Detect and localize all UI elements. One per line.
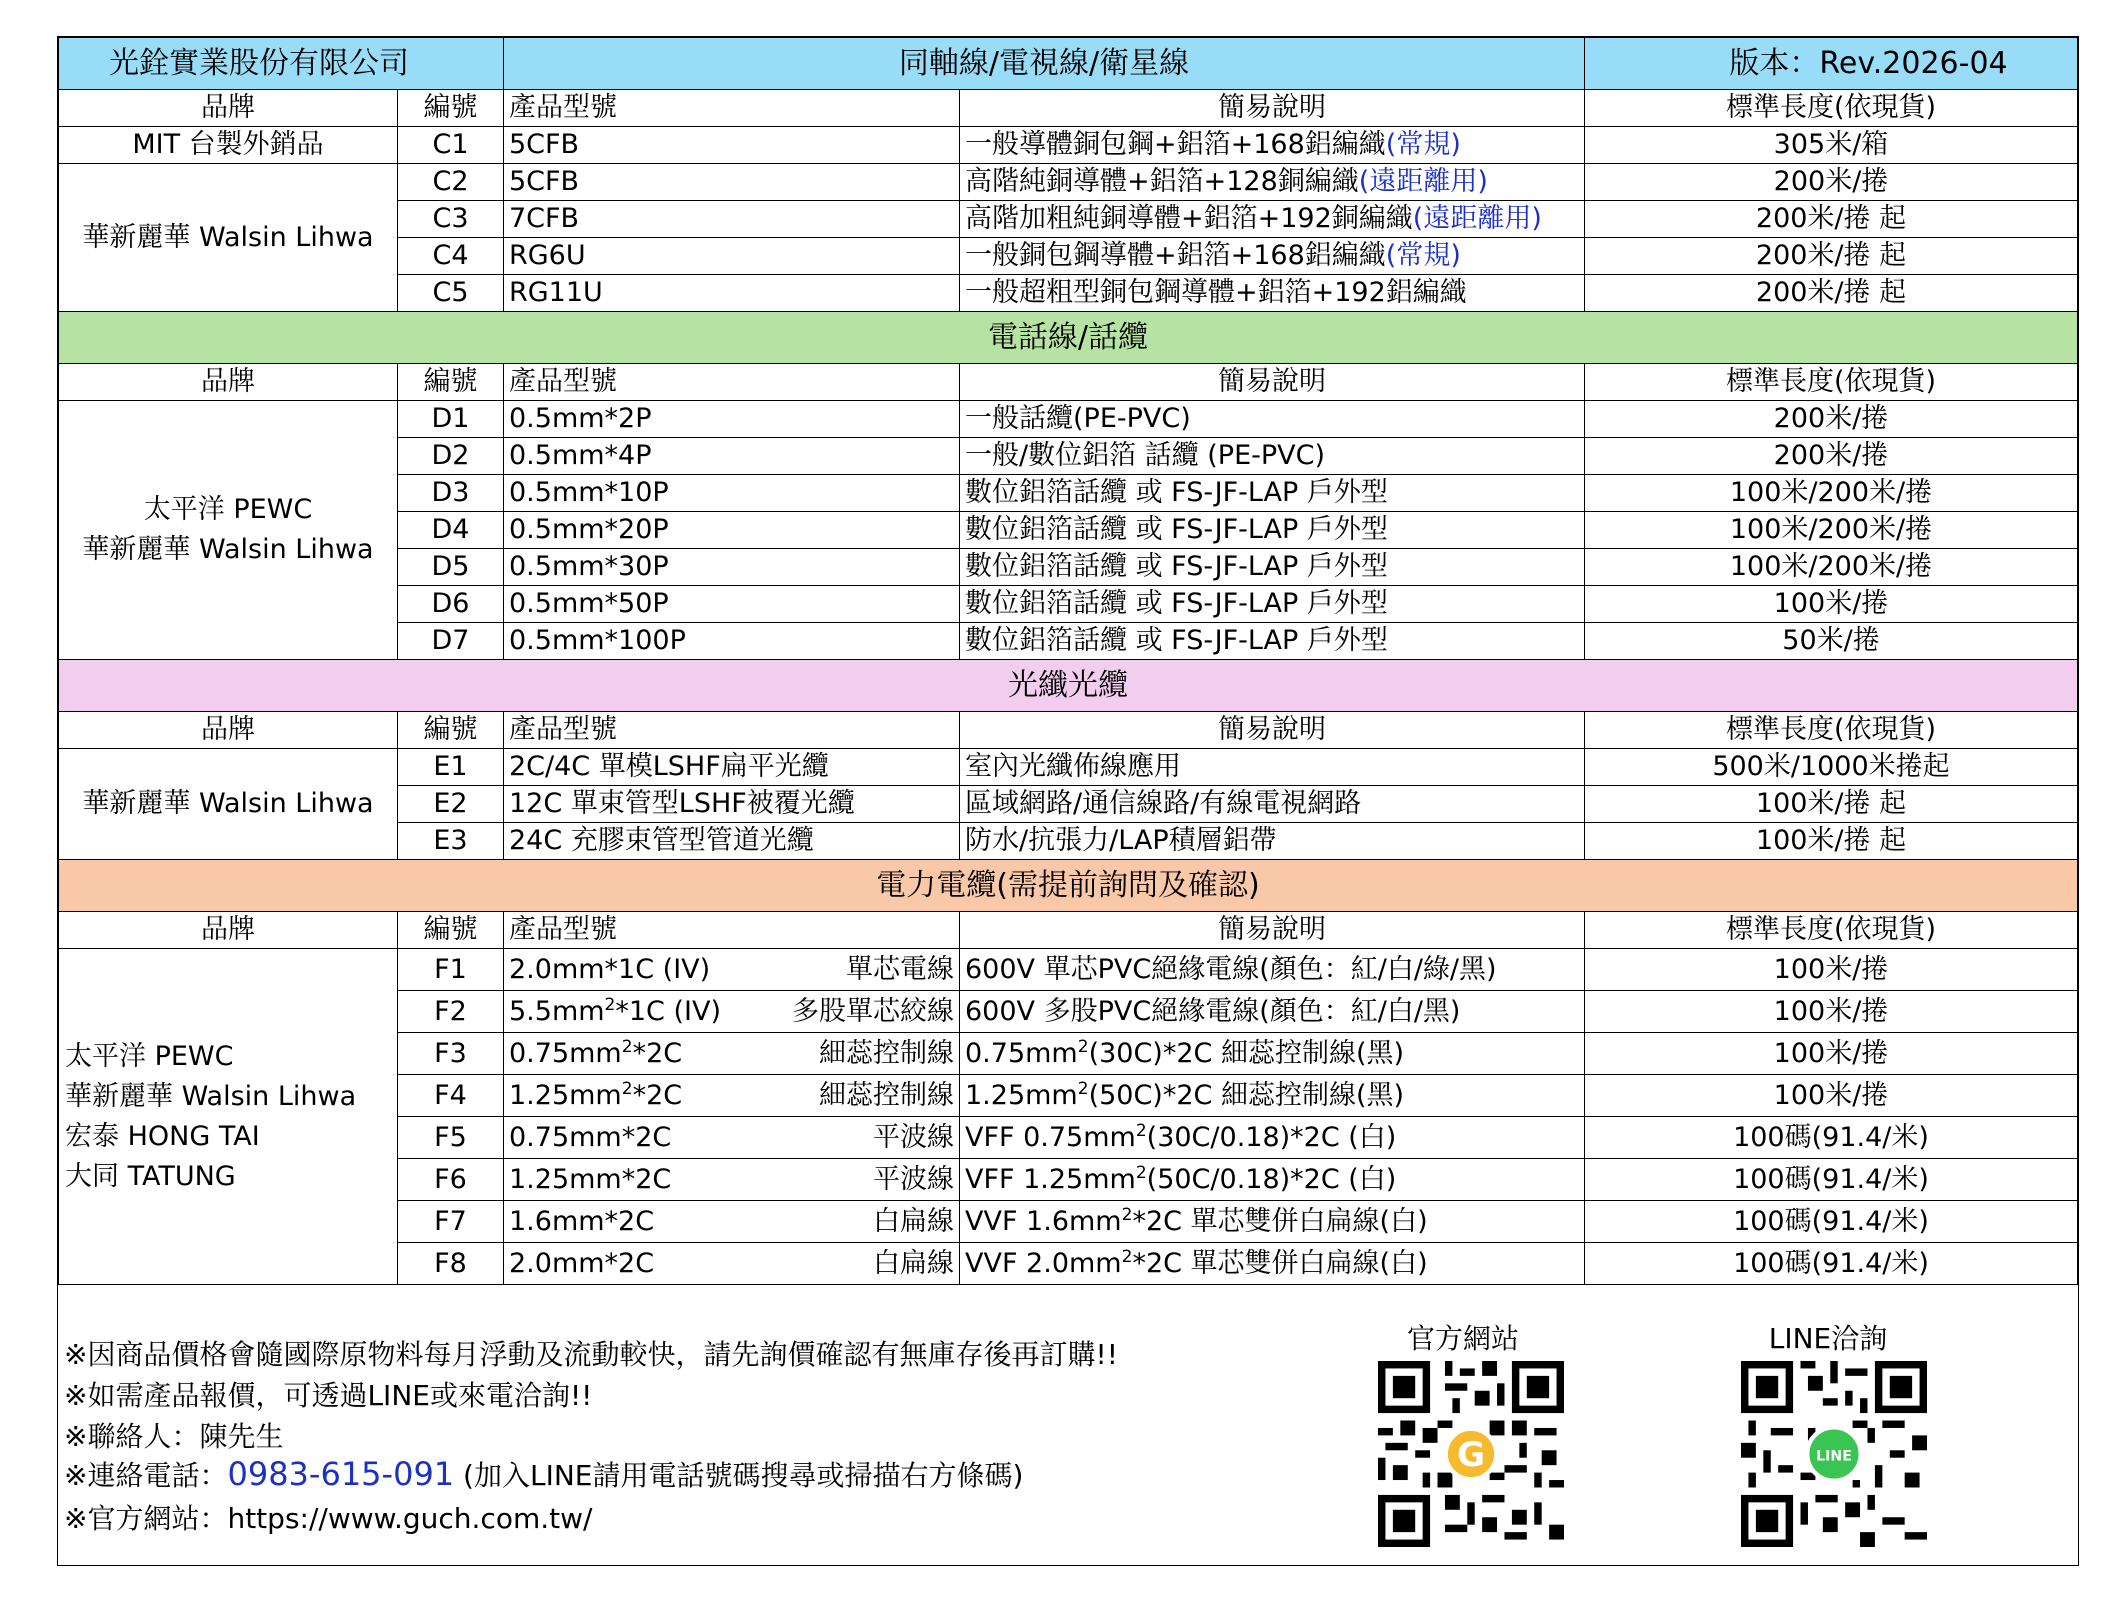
length-cell: 100米/200米/捲 xyxy=(1585,549,2078,586)
model-cell: 7CFB xyxy=(504,201,960,238)
footer xyxy=(58,1313,2077,1565)
desc-text: 高階加粗純銅導體+鋁箔+192銅編織 xyxy=(965,203,1413,235)
note-contact: ※聯絡人：陳先生 xyxy=(64,1420,284,1453)
code-cell: F5 xyxy=(398,1117,504,1159)
length-cell: 100米/捲 xyxy=(1585,1033,2078,1075)
brand-line: 宏泰 HONG TAI xyxy=(65,1120,260,1152)
column-header-row xyxy=(59,364,2078,401)
length-cell: 100米/捲 起 xyxy=(1585,786,2078,823)
column-header-row xyxy=(59,90,2078,127)
brand-cell xyxy=(59,401,398,660)
svg-text:G: G xyxy=(1456,1434,1486,1475)
model-text: $0.75mm^2*2C$ xyxy=(509,1036,683,1069)
model-cell xyxy=(504,1159,960,1201)
qr-code-website-icon[interactable] xyxy=(1378,1361,1564,1547)
desc-cell: 數位鋁箔話纜 或 FS-JF-LAP 戶外型 xyxy=(960,549,1585,586)
desc-cell xyxy=(960,949,1585,991)
section-title: 光纖光纜 xyxy=(59,660,2078,712)
col-code: 編號 xyxy=(398,90,504,127)
col-desc: 簡易說明 xyxy=(960,364,1585,401)
desc-cell xyxy=(960,164,1585,201)
desc-text: VFF $0.75mm^2(30C/0.18)*2C$ (白) xyxy=(965,1120,1397,1153)
model-text: 2.0mm*2C xyxy=(509,1247,655,1279)
superscript: 2 xyxy=(1121,1246,1133,1267)
version-label: 版本：Rev.2026-04 xyxy=(1585,38,2078,90)
length-cell: 200米/捲 xyxy=(1585,164,2078,201)
qr-code-line-icon[interactable] xyxy=(1741,1361,1927,1547)
desc-cell: 一般/數位鋁箔 話纜 (PE-PVC) xyxy=(960,438,1585,475)
section-title: 電話線/話纜 xyxy=(59,312,2078,364)
model-cell: RG6U xyxy=(504,238,960,275)
length-cell: 100米/捲 xyxy=(1585,586,2078,623)
col-code: 編號 xyxy=(398,712,504,749)
desc-cell: 數位鋁箔話纜 或 FS-JF-LAP 戶外型 xyxy=(960,512,1585,549)
usage-tag: (遠距離用) xyxy=(1358,166,1488,198)
phone-number[interactable]: 0983-615-091 xyxy=(227,1455,455,1493)
desc-text: 600V 多股PVC絕緣電線(顏色：紅/白/黑) xyxy=(965,995,1461,1027)
svg-text:LINE: LINE xyxy=(1816,1448,1852,1465)
col-model: 產品型號 xyxy=(504,90,960,127)
cable-type: 平波線 xyxy=(873,1121,954,1153)
table-row xyxy=(59,127,2078,164)
length-cell: 100米/捲 xyxy=(1585,991,2078,1033)
length-cell: 100米/捲 起 xyxy=(1585,823,2078,860)
superscript: 2 xyxy=(621,1078,633,1099)
usage-tag: (常規) xyxy=(1385,240,1461,272)
length-cell: 100碼(91.4/米) xyxy=(1585,1117,2078,1159)
desc-cell: 數位鋁箔話纜 或 FS-JF-LAP 戶外型 xyxy=(960,623,1585,660)
table-row xyxy=(59,749,2078,786)
brand-cell: MIT 台製外銷品 xyxy=(59,127,398,164)
model-cell xyxy=(504,1201,960,1243)
brand-line: 太平洋 PEWC xyxy=(65,1040,234,1072)
brand-cell: 華新麗華 Walsin Lihwa xyxy=(59,164,398,312)
model-cell: 0.5mm*2P xyxy=(504,401,960,438)
length-cell: 200米/捲 起 xyxy=(1585,275,2078,312)
brand-line: 華新麗華 Walsin Lihwa xyxy=(65,1080,357,1112)
desc-cell: 區域網路/通信線路/有線電視網路 xyxy=(960,786,1585,823)
desc-cell xyxy=(960,201,1585,238)
model-cell: 0.5mm*20P xyxy=(504,512,960,549)
brand-line: 太平洋 PEWC xyxy=(143,494,313,525)
company-name: 光銓實業股份有限公司 xyxy=(59,38,504,90)
model-text: 2.0mm*1C (IV) xyxy=(509,953,711,985)
code-cell: E3 xyxy=(398,823,504,860)
desc-text: VVF $1.6mm^2*2C$ 單芯雙併白扁線(白) xyxy=(965,1204,1428,1237)
code-cell: E2 xyxy=(398,786,504,823)
col-brand: 品牌 xyxy=(59,912,398,949)
superscript: 2 xyxy=(604,994,616,1015)
code-cell: F3 xyxy=(398,1033,504,1075)
length-cell: 100碼(91.4/米) xyxy=(1585,1159,2078,1201)
col-desc: 簡易說明 xyxy=(960,90,1585,127)
cable-type: 多股單芯絞線 xyxy=(792,995,954,1027)
qr-line-label: LINE洽詢 xyxy=(1768,1322,1888,1355)
note-phone: ※連絡電話：0983-615-091 (加入LINE請用電話號碼搜尋或掃描右方條碼) xyxy=(64,1455,1024,1493)
col-length: 標準長度(依現貨) xyxy=(1585,364,2078,401)
superscript: 2 xyxy=(1121,1204,1133,1225)
model-cell: 0.5mm*4P xyxy=(504,438,960,475)
code-cell: D2 xyxy=(398,438,504,475)
model-cell: RG11U xyxy=(504,275,960,312)
section-header-phone xyxy=(59,312,2078,364)
length-cell: 200米/捲 起 xyxy=(1585,201,2078,238)
code-cell: D5 xyxy=(398,549,504,586)
desc-text: 600V 單芯PVC絕緣電線(顏色：紅/白/綠/黑) xyxy=(965,953,1497,985)
desc-text: 高階純銅導體+鋁箔+128銅編織 xyxy=(965,166,1359,198)
desc-cell: 數位鋁箔話纜 或 FS-JF-LAP 戶外型 xyxy=(960,475,1585,512)
model-cell: 12C 單束管型LSHF被覆光纜 xyxy=(504,786,960,823)
code-cell: D7 xyxy=(398,623,504,660)
code-cell: D3 xyxy=(398,475,504,512)
col-model: 產品型號 xyxy=(504,712,960,749)
category-title: 同軸線/電視線/衛星線 xyxy=(504,38,1585,90)
desc-cell xyxy=(960,1201,1585,1243)
desc-text: 一般超粗型銅包鋼導體+鋁箔+192鋁編織 xyxy=(965,277,1467,309)
model-text: 1.25mm*2C xyxy=(509,1163,672,1195)
superscript: 2 xyxy=(1077,1078,1089,1099)
col-code: 編號 xyxy=(398,912,504,949)
column-header-row xyxy=(59,712,2078,749)
model-cell: 5CFB xyxy=(504,127,960,164)
desc-text: $1.25mm^2(50C)*2C$ 細蕊控制線(黑) xyxy=(965,1078,1405,1111)
model-text: 1.6mm*2C xyxy=(509,1205,655,1237)
code-cell: F8 xyxy=(398,1243,504,1285)
cable-type: 細蕊控制線 xyxy=(819,1037,954,1069)
code-cell: F2 xyxy=(398,991,504,1033)
price-table xyxy=(58,37,2078,1285)
desc-cell xyxy=(960,1075,1585,1117)
cable-type: 單芯電線 xyxy=(846,953,954,985)
model-cell: 5CFB xyxy=(504,164,960,201)
length-cell: 100碼(91.4/米) xyxy=(1585,1201,2078,1243)
length-cell: 200米/捲 xyxy=(1585,438,2078,475)
code-cell: E1 xyxy=(398,749,504,786)
cable-type: 平波線 xyxy=(873,1163,954,1195)
code-cell: F1 xyxy=(398,949,504,991)
model-cell: 0.5mm*30P xyxy=(504,549,960,586)
brand-line: 大同 TATUNG xyxy=(65,1160,236,1192)
model-cell xyxy=(504,1075,960,1117)
desc-cell: 一般話纜(PE-PVC) xyxy=(960,401,1585,438)
code-cell: F4 xyxy=(398,1075,504,1117)
code-cell: F7 xyxy=(398,1201,504,1243)
code-cell: D6 xyxy=(398,586,504,623)
length-cell: 100米/200米/捲 xyxy=(1585,475,2078,512)
col-length: 標準長度(依現貨) xyxy=(1585,712,2078,749)
length-cell: 200米/捲 起 xyxy=(1585,238,2078,275)
cable-type: 細蕊控制線 xyxy=(819,1079,954,1111)
col-brand: 品牌 xyxy=(59,712,398,749)
model-cell xyxy=(504,949,960,991)
note-price: ※因商品價格會隨國際原物料每月浮動及流動較快，請先詢價確認有無庫存後再訂購!! xyxy=(64,1338,1118,1371)
superscript: 2 xyxy=(1077,1036,1089,1057)
length-cell: 305米/箱 xyxy=(1585,127,2078,164)
note-quote: ※如需產品報價，可透過LINE或來電洽詢!! xyxy=(64,1379,593,1412)
model-text: 0.75mm*2C xyxy=(509,1121,672,1153)
desc-cell: 數位鋁箔話纜 或 FS-JF-LAP 戶外型 xyxy=(960,586,1585,623)
length-cell: 100米/捲 xyxy=(1585,1075,2078,1117)
desc-cell xyxy=(960,991,1585,1033)
model-cell: 0.5mm*50P xyxy=(504,586,960,623)
length-cell: 100米/捲 xyxy=(1585,949,2078,991)
model-cell: 0.5mm*100P xyxy=(504,623,960,660)
code-cell: C3 xyxy=(398,201,504,238)
code-cell: F6 xyxy=(398,1159,504,1201)
superscript: 2 xyxy=(1135,1162,1147,1183)
model-text: $5.5mm^2*1C$ (IV) xyxy=(509,994,721,1027)
superscript: 2 xyxy=(1135,1120,1147,1141)
header-row xyxy=(59,38,2078,90)
col-code: 編號 xyxy=(398,364,504,401)
desc-cell: 室內光纖佈線應用 xyxy=(960,749,1585,786)
col-length: 標準長度(依現貨) xyxy=(1585,912,2078,949)
cable-type: 白扁線 xyxy=(873,1247,954,1279)
desc-cell xyxy=(960,127,1585,164)
table-row xyxy=(59,164,2078,201)
col-brand: 品牌 xyxy=(59,90,398,127)
price-sheet xyxy=(57,36,2079,1566)
desc-cell xyxy=(960,1033,1585,1075)
usage-tag: (常規) xyxy=(1385,129,1461,161)
code-cell: C5 xyxy=(398,275,504,312)
model-cell xyxy=(504,991,960,1033)
column-header-row xyxy=(59,912,2078,949)
table-row xyxy=(59,401,2078,438)
model-cell xyxy=(504,1243,960,1285)
col-desc: 簡易說明 xyxy=(960,912,1585,949)
code-cell: C2 xyxy=(398,164,504,201)
desc-cell xyxy=(960,1117,1585,1159)
code-cell: D1 xyxy=(398,401,504,438)
qr-website-label: 官方網站 xyxy=(1406,1322,1519,1355)
desc-text: 一般銅包鋼導體+鋁箔+168鋁編織 xyxy=(965,240,1386,272)
desc-cell xyxy=(960,1243,1585,1285)
length-cell: 200米/捲 xyxy=(1585,401,2078,438)
model-cell xyxy=(504,1033,960,1075)
superscript: 2 xyxy=(621,1036,633,1057)
col-brand: 品牌 xyxy=(59,364,398,401)
desc-text: $0.75mm^2(30C)*2C$ 細蕊控制線(黑) xyxy=(965,1036,1405,1069)
code-cell: C1 xyxy=(398,127,504,164)
note-website[interactable]: ※官方網站：https://www.guch.com.tw/ xyxy=(64,1502,593,1535)
desc-cell xyxy=(960,238,1585,275)
desc-text: VVF $2.0mm^2*2C$ 單芯雙併白扁線(白) xyxy=(965,1246,1428,1279)
brand-cell xyxy=(59,949,398,1285)
section-header-fiber xyxy=(59,660,2078,712)
model-cell xyxy=(504,1117,960,1159)
usage-tag: (遠距離用) xyxy=(1412,203,1542,235)
brand-line: 華新麗華 Walsin Lihwa xyxy=(82,534,374,565)
length-cell: 100碼(91.4/米) xyxy=(1585,1243,2078,1285)
col-model: 產品型號 xyxy=(504,912,960,949)
cable-type: 白扁線 xyxy=(873,1205,954,1237)
col-length: 標準長度(依現貨) xyxy=(1585,90,2078,127)
section-title: 電力電纜(需提前詢問及確認) xyxy=(59,860,2078,912)
length-cell: 100米/200米/捲 xyxy=(1585,512,2078,549)
model-cell: 0.5mm*10P xyxy=(504,475,960,512)
length-cell: 500米/1000米捲起 xyxy=(1585,749,2078,786)
model-cell: 24C 充膠束管型管道光纜 xyxy=(504,823,960,860)
col-model: 產品型號 xyxy=(504,364,960,401)
desc-text: 一般導體銅包鋼+鋁箔+168鋁編織 xyxy=(965,129,1386,161)
desc-cell xyxy=(960,1159,1585,1201)
desc-text: VFF $1.25mm^2(50C/0.18)*2C$ (白) xyxy=(965,1162,1397,1195)
desc-cell xyxy=(960,275,1585,312)
model-text: $1.25mm^2*2C$ xyxy=(509,1078,683,1111)
model-cell: 2C/4C 單模LSHF扁平光纜 xyxy=(504,749,960,786)
desc-cell: 防水/抗張力/LAP積層鋁帶 xyxy=(960,823,1585,860)
table-row xyxy=(59,949,2078,991)
code-cell: D4 xyxy=(398,512,504,549)
length-cell: 50米/捲 xyxy=(1585,623,2078,660)
brand-cell: 華新麗華 Walsin Lihwa xyxy=(59,749,398,860)
section-header-power xyxy=(59,860,2078,912)
col-desc: 簡易說明 xyxy=(960,712,1585,749)
code-cell: C4 xyxy=(398,238,504,275)
